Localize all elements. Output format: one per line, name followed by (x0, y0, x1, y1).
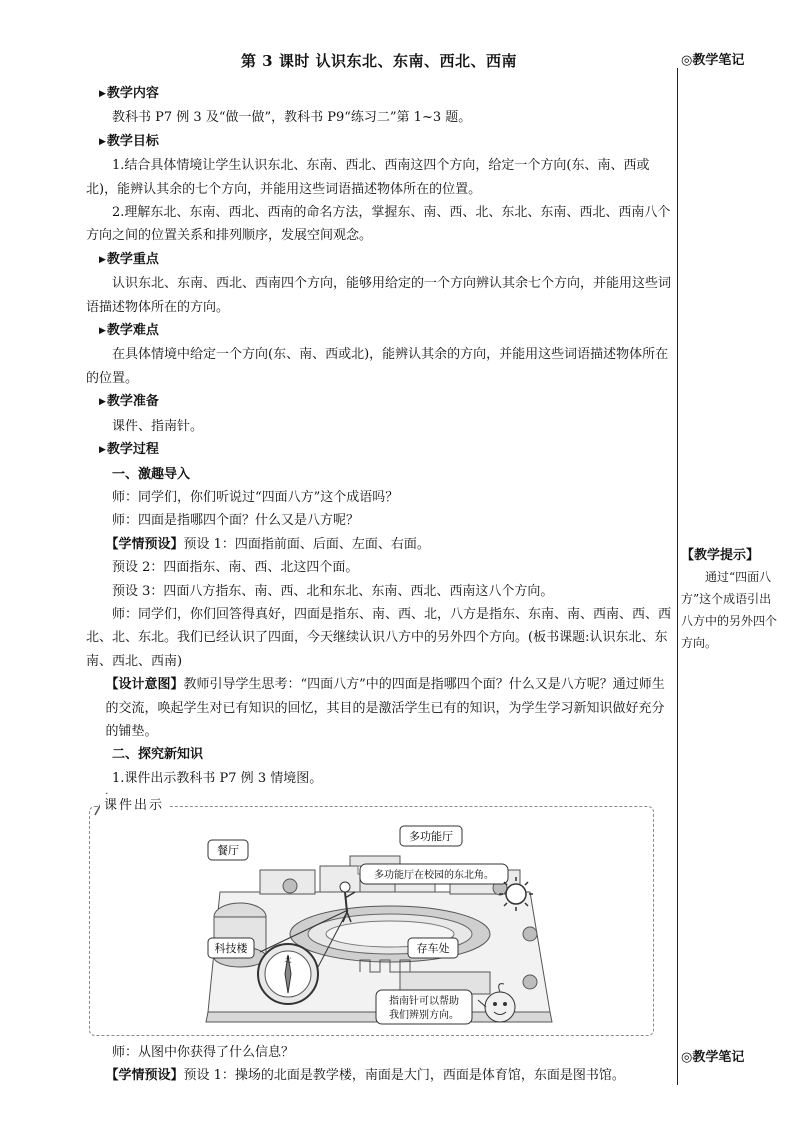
paragraph-text: 教师引导学生思考：“四面八方”中的四面是指哪四个面？什么又是八方呢？通过师生的交流，唤起学生对已有知识的回忆，其目的是激活学生已有的知识，为学生学习新知识做好充分的铺垫。 (105, 677, 665, 739)
main-column (86, 82, 672, 790)
hint-body: 通过“四面八方”这个成语引出八方中的另外四个方向。 (681, 570, 778, 650)
lesson-title: 第 3 课时 认识东北、东南、西北、西南 (240, 52, 518, 70)
paragraph-text: 预设 1：四面指前面、后面、左面、右面。 (183, 536, 430, 552)
paragraph (86, 533, 672, 556)
heading-goals (86, 130, 672, 154)
preset-label: 【学情预设】 (105, 536, 184, 552)
paragraph: 认识东北、东南、西北、西南四个方向，能够用给定的一个方向辨认其余七个方向，并能用这些词语描述物体所在的方向。 (86, 276, 672, 315)
paragraph-text: 预设 1：操场的北面是教学楼，南面是大门，西面是体育馆，东面是图书馆。 (183, 1068, 625, 1084)
compass-north-label: 北 (284, 956, 292, 964)
paragraph: 1.课件出示教科书 P7 例 3 情境图。 (112, 770, 323, 786)
triangle-bullet-icon: ▶ (99, 89, 106, 99)
heading-key-points (86, 248, 672, 272)
section-title: 一、激趣导入 (112, 466, 191, 482)
paragraph: 预设 3：四面八方指东、南、西、北和东北、东南、西北、西南这八个方向。 (112, 583, 554, 599)
paragraph: 教科书 P7 例 3 及“做一做”，教科书 P9“练习二”第 1~3 题。 (112, 110, 472, 126)
heading-text: 教学重点 (106, 251, 159, 267)
heading-preparation (86, 390, 672, 414)
paragraph: 师：四面是指哪四个面？什么又是八方呢？ (112, 513, 360, 529)
heading-text: 教学难点 (106, 323, 159, 339)
teaching-notes-label: ◎教学笔记 (681, 1050, 745, 1065)
compass-note-line2: 我们辨别方向。 (389, 1010, 459, 1021)
paragraph (86, 1064, 672, 1087)
paragraph (86, 673, 672, 743)
teaching-hint (681, 546, 781, 654)
compass-note-line1: 指南针可以帮助 (389, 996, 459, 1007)
heading-text: 教学目标 (106, 133, 159, 149)
triangle-bullet-icon: ▶ (99, 445, 106, 456)
hint-title: 【教学提示】 (681, 548, 760, 563)
heading-text: 教学过程 (106, 442, 159, 458)
label-canteen: 餐厅 (217, 844, 239, 857)
label-parking: 存车处 (416, 942, 450, 955)
paragraph: 2.理解东北、东南、西北、西南的命名方法，掌握东、南、西、北、东北、东南、西北、西南八个方向之间的位置关系和排列顺序，发展空间观念。 (86, 205, 671, 244)
main-column-bottom (86, 1041, 672, 1088)
campus-scene-illustration (200, 822, 560, 1030)
paragraph: 师：从图中你获得了什么信息？ (112, 1045, 295, 1060)
triangle-bullet-icon: ▶ (99, 136, 106, 147)
teaching-notes-label: ◎教学笔记 (681, 53, 745, 68)
paragraph: 在具体情境中给定一个方向(东、南、西或北)，能辨认其余的方向，并能用这些词语描述物体所在的位置。 (86, 347, 669, 386)
figure-label: 课件出示 (100, 794, 168, 813)
heading-process (86, 438, 672, 462)
paragraph: 课件、指南针。 (112, 418, 204, 434)
label-hall: 多功能厅 (409, 830, 453, 843)
speech-bubble: 多功能厅在校园的东北角。 (374, 870, 494, 881)
triangle-bullet-icon: ▶ (99, 397, 106, 408)
heading-difficulties (86, 319, 672, 343)
margin-divider (677, 68, 678, 1085)
design-label: 【设计意图】 (105, 677, 184, 693)
paragraph: 1.结合具体情境让学生认识东北、东南、西北、西南这四个方向，给定一个方向(东、南、西或北)，能辨认其余的七个方向，并能用这些词语描述物体所在的位置。 (86, 158, 650, 197)
heading-content (86, 82, 672, 106)
triangle-bullet-icon: ▶ (99, 326, 106, 337)
preset-label: 【学情预设】 (105, 1068, 184, 1084)
triangle-bullet-icon: ▶ (99, 254, 106, 265)
paragraph: 师：同学们，你们听说过“四面八方”这个成语吗？ (112, 489, 399, 505)
label-tech: 科技楼 (214, 942, 248, 955)
paragraph: 师：同学们，你们回答得真好，四面是指东、南、西、北，八方是指东、东南、南、西南、西、西北、北、东北。我们已经认识了四面，今天继续认识八方中的另外四个方向。(板书课题:认识东北、东南、西北、西南) (86, 606, 672, 669)
section-title: 二、探究新知识 (112, 747, 204, 763)
heading-text: 教学准备 (106, 394, 159, 410)
paragraph: 预设 2：四面指东、南、西、北这四个面。 (112, 560, 359, 576)
heading-text: 教学内容 (106, 86, 159, 101)
